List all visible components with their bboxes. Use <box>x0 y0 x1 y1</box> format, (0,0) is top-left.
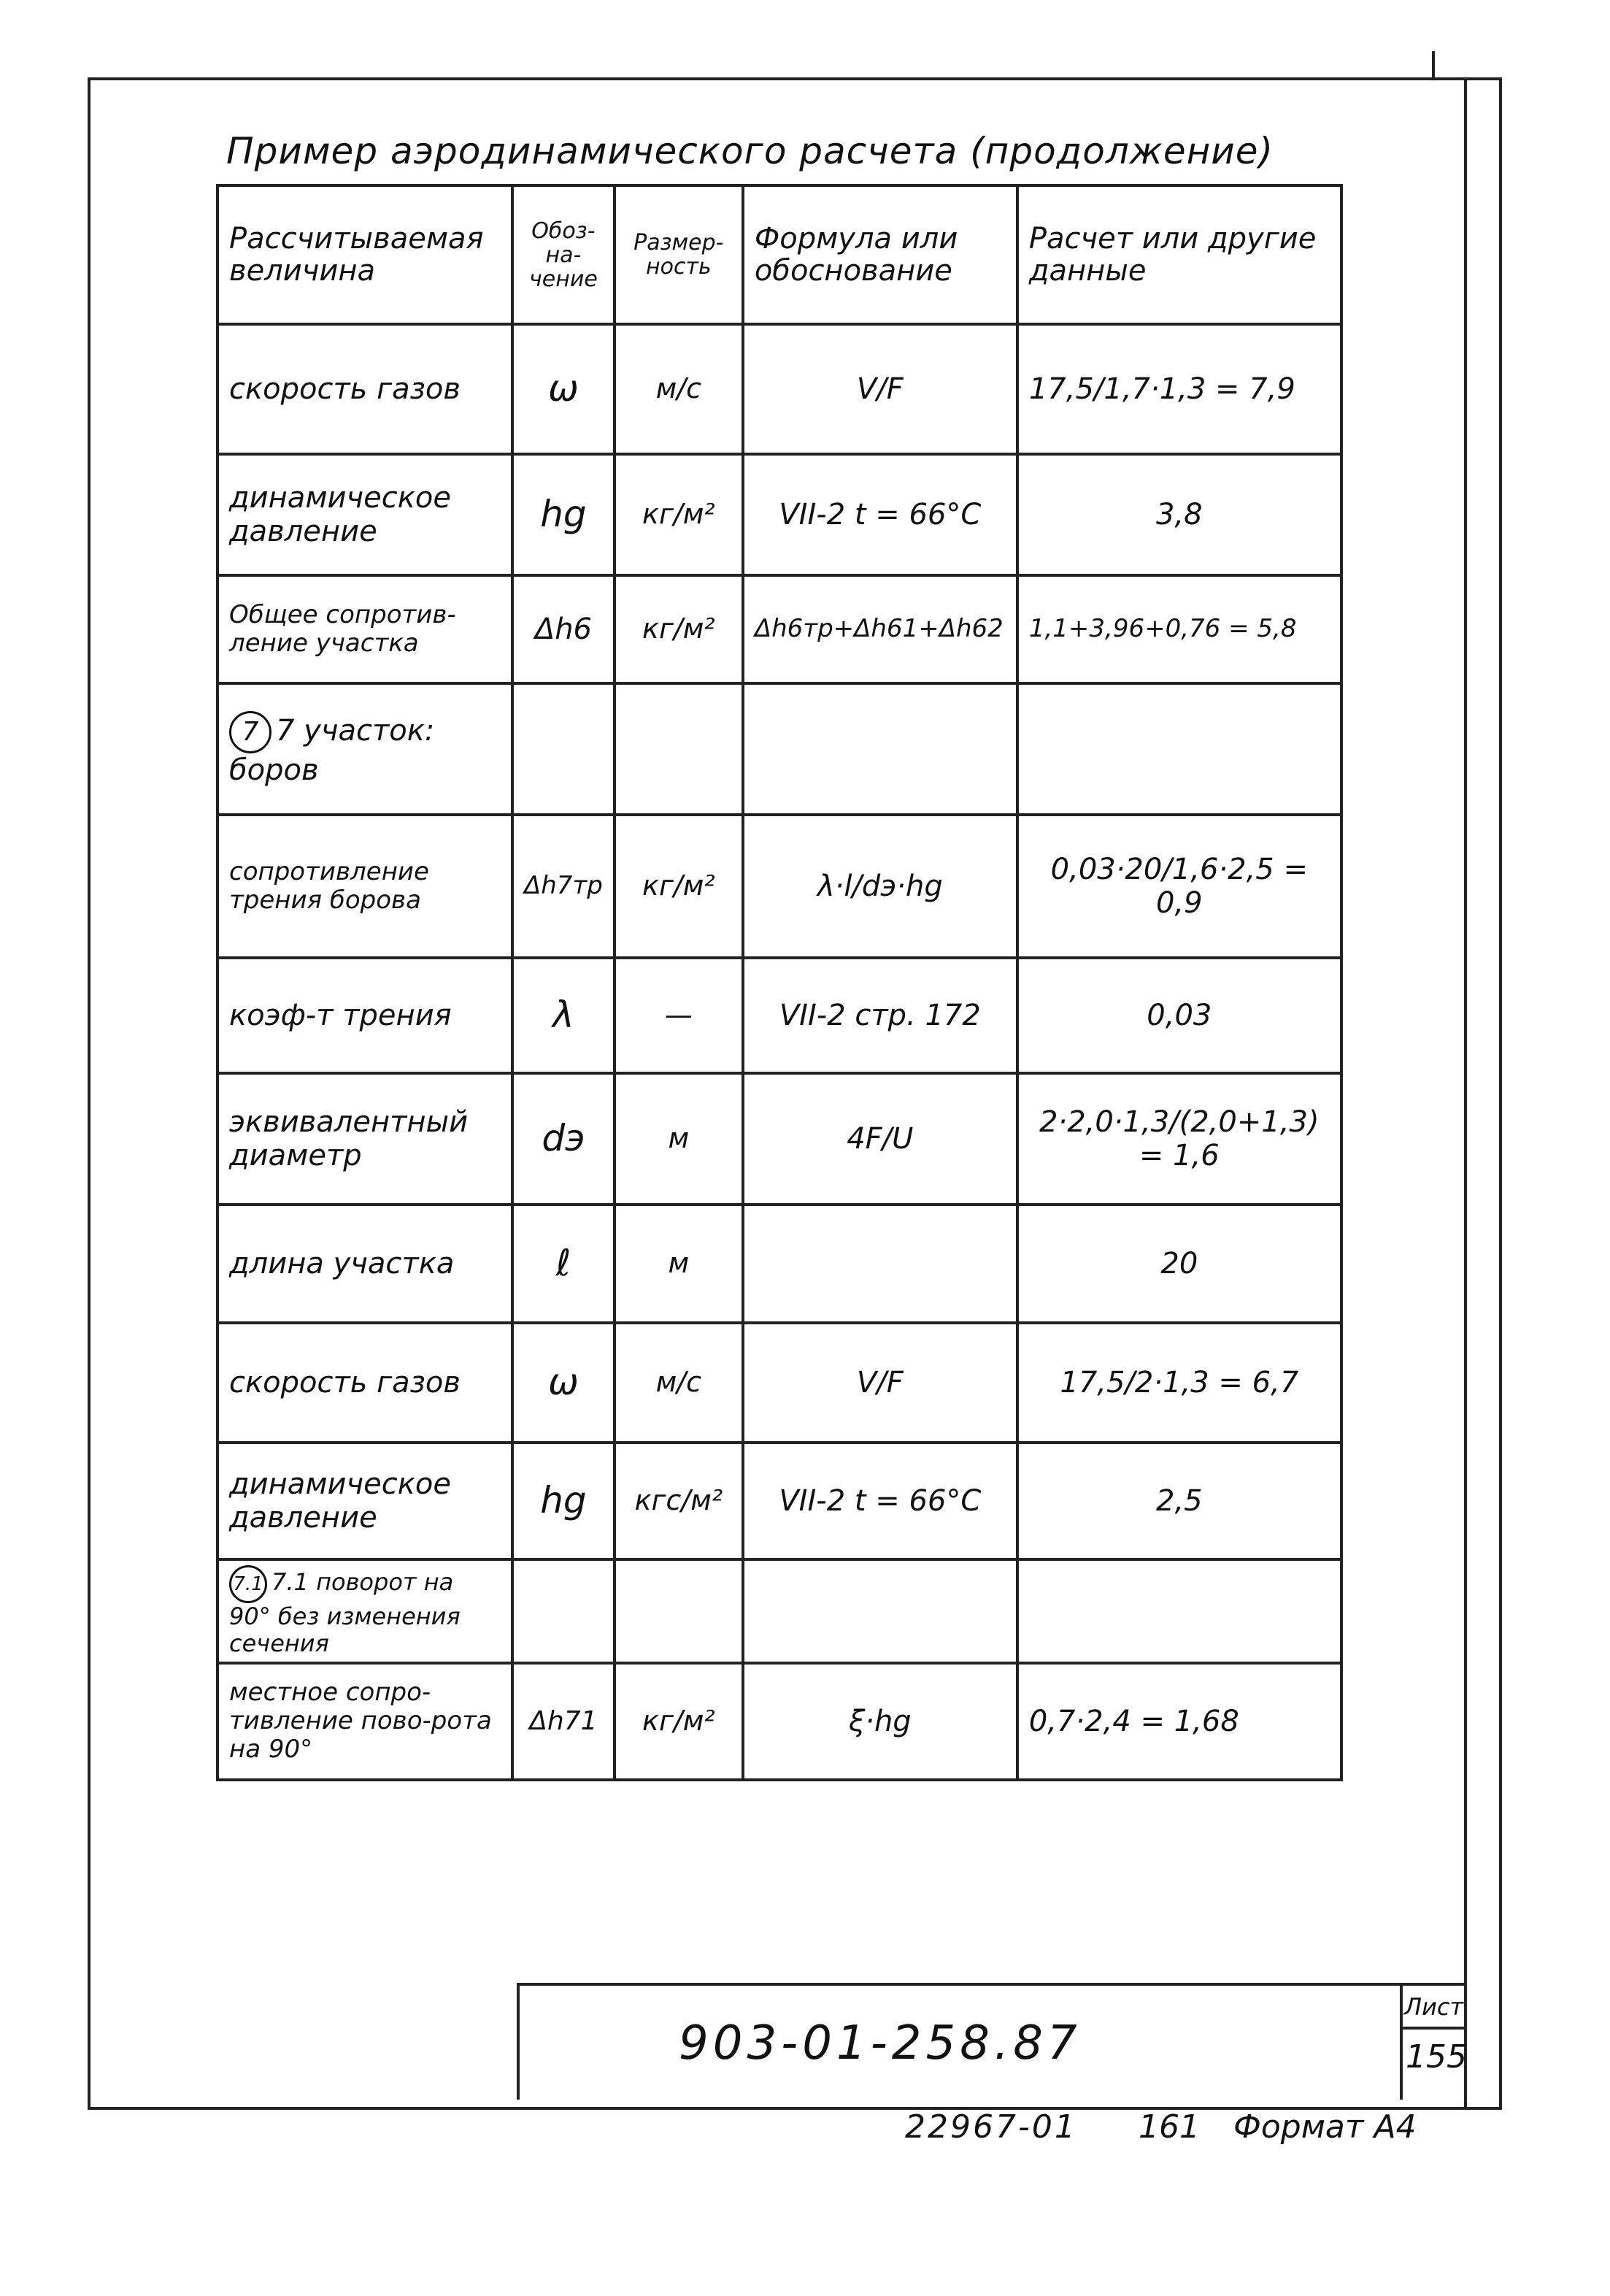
cell-calc: 17,5/1,7·1,3 = 7,9 <box>1017 324 1341 454</box>
cell-quantity: динамическое давление <box>217 454 512 575</box>
calculation-table <box>216 184 1343 1781</box>
cell-symbol <box>512 683 615 815</box>
cell-symbol: dэ <box>512 1073 615 1205</box>
cell-symbol <box>512 1559 615 1663</box>
table-row <box>217 1073 1341 1205</box>
table-row <box>217 324 1341 454</box>
cell-dimension: м <box>615 1205 743 1323</box>
header-calc: Расчет или другие данные <box>1017 185 1341 324</box>
cell-dimension <box>615 683 743 815</box>
cell-dimension: кгс/м² <box>615 1443 743 1559</box>
cell-formula: ξ·hg <box>743 1663 1017 1780</box>
table-row <box>217 1559 1341 1663</box>
table-row <box>217 1663 1341 1780</box>
cell-formula: 4F/U <box>743 1073 1017 1205</box>
cell-quantity: местное сопро-тивление пово-рота на 90° <box>217 1663 512 1780</box>
cell-dimension: — <box>615 958 743 1073</box>
top-tick <box>1432 51 1435 80</box>
cell-calc: 17,5/2·1,3 = 6,7 <box>1017 1323 1341 1443</box>
cell-quantity: Общее сопротив-ление участка <box>217 575 512 683</box>
cell-dimension <box>615 1559 743 1663</box>
table-row <box>217 683 1341 815</box>
cell-formula <box>743 1559 1017 1663</box>
cell-formula: V/F <box>743 324 1017 454</box>
cell-calc: 2·2,0·1,3/(2,0+1,3) = 1,6 <box>1017 1073 1341 1205</box>
section-label: 7.1 поворот на 90° без изменения сечения <box>229 1568 461 1657</box>
cell-calc: 2,5 <box>1017 1443 1341 1559</box>
sheet-label: Лист <box>1404 1993 1464 2021</box>
table-row <box>217 815 1341 958</box>
format-label: Формат А4 <box>1233 2108 1417 2146</box>
cell-symbol: hg <box>512 454 615 575</box>
cell-symbol: ℓ <box>512 1205 615 1323</box>
cell-formula <box>743 1205 1017 1323</box>
cell-symbol: ω <box>512 324 615 454</box>
cell-quantity <box>217 1559 512 1663</box>
section-label: 7 участок: боров <box>229 714 435 787</box>
table-row <box>217 575 1341 683</box>
table-row <box>217 1323 1341 1443</box>
archive-page: 161 <box>1139 2108 1200 2146</box>
cell-quantity: коэф-т трения <box>217 958 512 1073</box>
section-number-circle: 7.1 <box>229 1565 267 1603</box>
cell-symbol: hg <box>512 1443 615 1559</box>
page-title: Пример аэродинамического расчета (продолжение) <box>226 130 1274 172</box>
table-header-row <box>217 185 1341 324</box>
cell-quantity: скорость газов <box>217 324 512 454</box>
cell-formula: λ·l/dэ·hg <box>743 815 1017 958</box>
cell-quantity <box>217 683 512 815</box>
cell-formula: VII-2 t = 66°C <box>743 1443 1017 1559</box>
cell-dimension: кг/м² <box>615 575 743 683</box>
cell-calc: 0,03·20/1,6·2,5 = 0,9 <box>1017 815 1341 958</box>
archive-number: 22967-01 <box>905 2108 1077 2146</box>
cell-calc <box>1017 1559 1341 1663</box>
section-number-circle: 7 <box>229 711 271 753</box>
header-dimension: Размер-ность <box>615 185 743 324</box>
cell-dimension: м/с <box>615 324 743 454</box>
cell-calc: 1,1+3,96+0,76 = 5,8 <box>1017 575 1341 683</box>
cell-dimension: м <box>615 1073 743 1205</box>
cell-calc <box>1017 683 1341 815</box>
cell-calc: 0,03 <box>1017 958 1341 1073</box>
cell-dimension: кг/м² <box>615 1663 743 1780</box>
cell-quantity: скорость газов <box>217 1323 512 1443</box>
cell-calc: 20 <box>1017 1205 1341 1323</box>
cell-formula <box>743 683 1017 815</box>
cell-dimension: м/с <box>615 1323 743 1443</box>
cell-quantity: эквивалентный диаметр <box>217 1073 512 1205</box>
header-quantity: Рассчитываемая величина <box>217 185 512 324</box>
cell-calc: 0,7·2,4 = 1,68 <box>1017 1663 1341 1780</box>
stamp-sheet-hline <box>1400 2027 1465 2030</box>
stamp-top-line <box>517 1983 1465 1986</box>
cell-formula: VII-2 t = 66°C <box>743 454 1017 575</box>
cell-quantity: сопротивление трения борова <box>217 815 512 958</box>
cell-symbol: Δh6 <box>512 575 615 683</box>
right-margin-line <box>1464 80 1467 2107</box>
cell-formula: Δh6тр+Δh61+Δh62 <box>743 575 1017 683</box>
cell-symbol: Δh71 <box>512 1663 615 1780</box>
table-row <box>217 958 1341 1073</box>
cell-calc: 3,8 <box>1017 454 1341 575</box>
header-formula: Формула или обоснование <box>743 185 1017 324</box>
document-code: 903-01-258.87 <box>679 2016 1082 2070</box>
table-row <box>217 454 1341 575</box>
cell-quantity: динамическое давление <box>217 1443 512 1559</box>
cell-dimension: кг/м² <box>615 815 743 958</box>
cell-formula: VII-2 стр. 172 <box>743 958 1017 1073</box>
cell-symbol: ω <box>512 1323 615 1443</box>
cell-symbol: λ <box>512 958 615 1073</box>
sheet-number: 155 <box>1406 2038 1467 2076</box>
stamp-sheet-divider <box>1400 1983 1403 2100</box>
table-row <box>217 1205 1341 1323</box>
cell-symbol: Δh7тр <box>512 815 615 958</box>
cell-dimension: кг/м² <box>615 454 743 575</box>
cell-formula: V/F <box>743 1323 1017 1443</box>
cell-quantity: длина участка <box>217 1205 512 1323</box>
header-symbol: Обоз-на-чение <box>512 185 615 324</box>
stamp-left-line <box>517 1983 520 2100</box>
table-row <box>217 1443 1341 1559</box>
